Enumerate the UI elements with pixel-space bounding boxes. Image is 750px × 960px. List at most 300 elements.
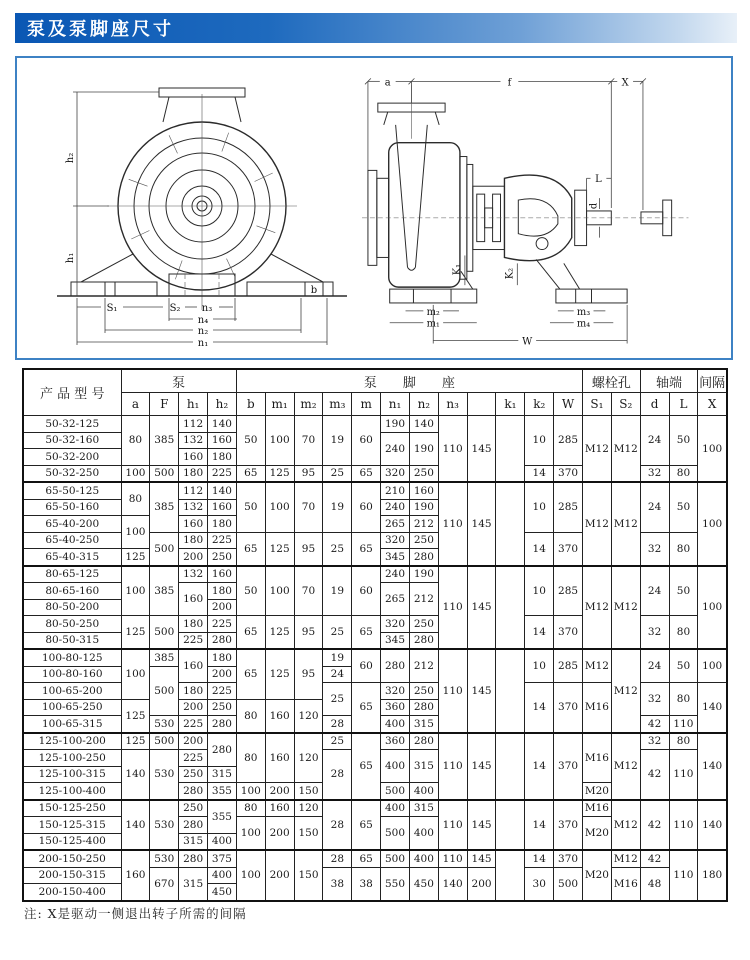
model-cell: 150-125-315 (23, 817, 121, 834)
value-cell: 145 (467, 649, 496, 733)
value-cell: 110 (438, 482, 467, 566)
value-cell: 280 (409, 549, 438, 566)
value-cell: 670 (150, 867, 179, 901)
value-cell: 132 (179, 432, 208, 449)
value-cell: 65 (236, 649, 265, 699)
value-cell: 280 (179, 850, 208, 867)
value-cell: 50 (669, 566, 698, 616)
value-cell: 400 (381, 800, 410, 817)
model-cell: 50-32-160 (23, 432, 121, 449)
model-cell: 125-100-400 (23, 783, 121, 800)
value-cell: M12 (583, 649, 612, 683)
value-cell: M12 (611, 566, 640, 650)
value-cell: M12 (583, 482, 612, 566)
value-cell: 265 (381, 583, 410, 616)
model-cell: 65-50-160 (23, 499, 121, 516)
value-cell: M12 (611, 482, 640, 566)
dim-label-m2: m₂ (426, 306, 440, 318)
value-cell: 160 (208, 566, 237, 583)
value-cell: 110 (669, 716, 698, 733)
value-cell: 400 (208, 867, 237, 884)
value-cell: 120 (294, 699, 323, 733)
value-cell: 19 (323, 416, 352, 466)
value-cell: 140 (698, 733, 727, 800)
column-header: h₁ (179, 393, 208, 416)
value-cell: 125 (121, 616, 150, 650)
model-cell: 65-40-200 (23, 516, 121, 533)
column-header: h₂ (208, 393, 237, 416)
value-cell: 400 (208, 833, 237, 850)
value-cell: 112 (179, 416, 208, 433)
value-cell: 145 (467, 416, 496, 483)
value-cell (496, 800, 525, 851)
column-header: n₁ (381, 393, 410, 416)
value-cell: 25 (323, 616, 352, 650)
value-cell: 125 (121, 699, 150, 733)
value-cell: 38 (323, 867, 352, 901)
value-cell: 100 (121, 465, 150, 482)
value-cell: 80 (121, 482, 150, 516)
value-cell: M12 (611, 800, 640, 851)
value-cell: M20 (583, 783, 612, 800)
value-cell: 19 (323, 482, 352, 532)
value-cell: 145 (467, 850, 496, 867)
value-cell: 225 (208, 532, 237, 549)
value-cell: 280 (409, 733, 438, 750)
value-cell: 160 (265, 800, 294, 817)
value-cell: 400 (409, 783, 438, 800)
value-cell: 190 (409, 432, 438, 465)
dim-label-k2: K₂ (504, 267, 516, 280)
dimension-table (22, 368, 728, 902)
value-cell: 500 (150, 532, 179, 566)
value-cell: 500 (554, 867, 583, 901)
value-cell: 10 (525, 649, 554, 683)
dim-label-b: b (310, 285, 318, 296)
value-cell: 110 (438, 566, 467, 650)
dimension-table-body (23, 416, 727, 901)
column-header: F (150, 393, 179, 416)
value-cell: 250 (179, 766, 208, 783)
value-cell: 280 (409, 699, 438, 716)
value-cell: 200 (467, 867, 496, 901)
value-cell: 320 (381, 683, 410, 700)
value-cell: 30 (525, 867, 554, 901)
column-header: X (698, 393, 727, 416)
value-cell: 110 (669, 850, 698, 901)
value-cell: 42 (640, 800, 669, 851)
value-cell: 100 (698, 416, 727, 483)
model-cell: 125-100-200 (23, 733, 121, 750)
column-header: d (640, 393, 669, 416)
value-cell: 65 (352, 850, 381, 867)
value-cell: 110 (438, 733, 467, 800)
value-cell: 132 (179, 566, 208, 583)
value-cell: 140 (208, 416, 237, 433)
value-cell (496, 566, 525, 650)
value-cell: 370 (554, 532, 583, 566)
dim-label-h2: h₂ (65, 152, 76, 164)
value-cell: 500 (150, 465, 179, 482)
value-cell: 48 (640, 867, 669, 901)
dimension-table-header (23, 369, 727, 416)
value-cell: 140 (698, 683, 727, 733)
value-cell: 250 (409, 465, 438, 482)
table-row (23, 850, 727, 867)
value-cell: 160 (179, 516, 208, 533)
value-cell: 500 (150, 666, 179, 716)
value-cell: 225 (179, 716, 208, 733)
page-title: 泵及泵脚座尺寸 (27, 19, 174, 40)
value-cell: 400 (381, 750, 410, 783)
value-cell: M20 (583, 817, 612, 851)
value-cell: 160 (265, 699, 294, 733)
dim-label-k1: K₁ (451, 263, 463, 276)
value-cell: M12 (611, 416, 640, 483)
value-cell (496, 416, 525, 483)
model-cell: 80-65-125 (23, 566, 121, 583)
value-cell: 25 (323, 683, 352, 716)
value-cell: 355 (208, 800, 237, 834)
value-cell: 280 (179, 817, 208, 834)
model-cell: 50-32-200 (23, 449, 121, 466)
model-cell: 50-32-125 (23, 416, 121, 433)
value-cell: 145 (467, 482, 496, 566)
model-cell: 80-50-250 (23, 616, 121, 633)
value-cell: 100 (121, 566, 150, 616)
column-group-header: 产 品 型 号 (23, 369, 121, 416)
value-cell: 450 (208, 884, 237, 901)
value-cell: 145 (467, 800, 496, 851)
value-cell: 212 (409, 583, 438, 616)
model-cell: 100-80-125 (23, 649, 121, 666)
pump-drawing-panel (15, 56, 733, 360)
value-cell: 65 (236, 532, 265, 566)
value-cell: 250 (208, 699, 237, 716)
value-cell: 315 (179, 867, 208, 901)
column-header: m₃ (323, 393, 352, 416)
model-cell: 150-125-250 (23, 800, 121, 817)
value-cell: 70 (294, 566, 323, 616)
value-cell: 315 (179, 833, 208, 850)
model-cell: 150-125-400 (23, 833, 121, 850)
value-cell: 10 (525, 482, 554, 532)
value-cell: 530 (150, 850, 179, 867)
value-cell: 25 (323, 733, 352, 750)
value-cell (496, 733, 525, 800)
value-cell: 19 (323, 566, 352, 616)
value-cell: 180 (179, 616, 208, 633)
value-cell: 265 (381, 516, 410, 533)
value-cell: 60 (352, 649, 381, 683)
model-cell: 80-50-315 (23, 632, 121, 649)
pump-side-view-drawing (362, 58, 731, 354)
value-cell: 100 (698, 649, 727, 683)
value-cell: M12 (583, 416, 612, 483)
table-row (23, 800, 727, 817)
value-cell: 95 (294, 649, 323, 699)
model-cell: 200-150-400 (23, 884, 121, 901)
value-cell: 355 (208, 783, 237, 800)
value-cell: 370 (554, 800, 583, 851)
value-cell: 65 (352, 616, 381, 650)
value-cell: 500 (381, 850, 410, 867)
value-cell: 80 (236, 733, 265, 783)
value-cell: 320 (381, 532, 410, 549)
value-cell: 180 (208, 583, 237, 600)
value-cell: 110 (438, 649, 467, 733)
value-cell: 140 (438, 867, 467, 901)
value-cell: 42 (640, 850, 669, 867)
value-cell: 14 (525, 850, 554, 867)
value-cell: 212 (409, 516, 438, 533)
value-cell: 280 (409, 632, 438, 649)
value-cell: 450 (409, 867, 438, 901)
value-cell: 70 (294, 416, 323, 466)
column-group-header: 泵 (121, 369, 236, 393)
value-cell: 10 (525, 416, 554, 466)
value-cell: 145 (467, 733, 496, 800)
model-cell: 100-65-315 (23, 716, 121, 733)
model-cell: 80-65-160 (23, 583, 121, 600)
value-cell: 240 (381, 566, 410, 583)
value-cell: 180 (208, 649, 237, 666)
value-cell: 160 (179, 449, 208, 466)
value-cell: 120 (294, 733, 323, 783)
value-cell: 360 (381, 733, 410, 750)
value-cell: 14 (525, 616, 554, 650)
value-cell: 140 (121, 750, 150, 800)
value-cell: 385 (150, 482, 179, 532)
value-cell: M20 (583, 850, 612, 901)
table-row (23, 649, 727, 666)
value-cell: 100 (698, 482, 727, 566)
value-cell: 280 (208, 733, 237, 767)
value-cell: 14 (525, 733, 554, 800)
value-cell: 19 (323, 649, 352, 666)
value-cell: 125 (265, 465, 294, 482)
value-cell: 200 (179, 733, 208, 750)
value-cell: 150 (294, 850, 323, 901)
value-cell: 385 (150, 566, 179, 616)
value-cell: 42 (640, 750, 669, 800)
value-cell: 160 (265, 733, 294, 783)
value-cell: 25 (323, 465, 352, 482)
value-cell: 280 (208, 632, 237, 649)
column-header: m (352, 393, 381, 416)
value-cell: 28 (323, 716, 352, 733)
value-cell: 110 (438, 850, 467, 867)
value-cell: 125 (265, 616, 294, 650)
column-header: S₁ (583, 393, 612, 416)
column-group-header: 轴端 (640, 369, 698, 393)
column-header: a (121, 393, 150, 416)
value-cell: 370 (554, 683, 583, 733)
value-cell: 50 (236, 416, 265, 466)
value-cell: 65 (352, 800, 381, 851)
column-header: L (669, 393, 698, 416)
table-row (23, 733, 727, 750)
table-note: 注: X是驱动一侧退出转子所需的间隔 (24, 906, 247, 921)
value-cell: 100 (265, 416, 294, 466)
value-cell: 32 (640, 616, 669, 650)
value-cell: 100 (265, 482, 294, 532)
value-cell: M12 (583, 566, 612, 650)
value-cell: 200 (265, 850, 294, 901)
value-cell: 24 (640, 566, 669, 616)
value-cell: 140 (208, 482, 237, 499)
value-cell: 32 (640, 733, 669, 750)
value-cell: 65 (352, 465, 381, 482)
value-cell: 530 (150, 750, 179, 800)
value-cell: 80 (669, 733, 698, 750)
dim-label-w: W (522, 336, 533, 348)
dim-label-h1: h₁ (65, 252, 76, 264)
value-cell: 530 (150, 800, 179, 851)
value-cell: 385 (150, 416, 179, 466)
value-cell: 42 (640, 716, 669, 733)
dim-label-a: a (384, 77, 391, 89)
model-cell: 200-150-315 (23, 867, 121, 884)
dim-label-m3: m₃ (576, 306, 591, 318)
dim-label-m1: m₁ (426, 318, 440, 330)
value-cell: 250 (409, 683, 438, 700)
value-cell: 50 (236, 566, 265, 616)
value-cell: 385 (150, 649, 179, 666)
value-cell: 200 (179, 549, 208, 566)
value-cell: 65 (236, 465, 265, 482)
value-cell: 28 (323, 750, 352, 800)
value-cell (496, 850, 525, 901)
value-cell: 370 (554, 465, 583, 482)
value-cell: 225 (208, 683, 237, 700)
column-group-header: 螺栓孔 (583, 369, 641, 393)
value-cell: 180 (179, 532, 208, 549)
value-cell: 150 (294, 783, 323, 800)
table-row (23, 416, 727, 433)
value-cell: 250 (409, 532, 438, 549)
value-cell: 100 (121, 516, 150, 549)
value-cell: 345 (381, 632, 410, 649)
value-cell: 125 (265, 532, 294, 566)
value-cell: 110 (669, 800, 698, 851)
value-cell: 500 (150, 616, 179, 650)
value-cell: 25 (323, 532, 352, 566)
value-cell: 530 (150, 716, 179, 733)
dim-label-n1: n₁ (197, 338, 209, 349)
value-cell: 10 (525, 566, 554, 616)
value-cell: 500 (381, 817, 410, 851)
model-cell: 80-50-200 (23, 599, 121, 616)
model-cell: 65-50-125 (23, 482, 121, 499)
value-cell: 190 (381, 416, 410, 433)
dim-label-n2: n₂ (197, 326, 209, 337)
value-cell: M16 (583, 800, 612, 817)
value-cell: M16 (583, 733, 612, 783)
value-cell: 315 (409, 750, 438, 783)
value-cell: 280 (208, 716, 237, 733)
value-cell: 370 (554, 733, 583, 800)
value-cell: 140 (698, 800, 727, 851)
value-cell: 240 (381, 499, 410, 516)
value-cell: 100 (121, 649, 150, 699)
value-cell: 190 (409, 499, 438, 516)
title-bar (15, 13, 737, 43)
value-cell: 14 (525, 465, 554, 482)
dim-label-s2: S₂ (169, 303, 181, 314)
value-cell: 375 (208, 850, 237, 867)
value-cell: 250 (409, 616, 438, 633)
value-cell: 80 (236, 800, 265, 817)
value-cell: 315 (409, 800, 438, 817)
value-cell: 32 (640, 465, 669, 482)
value-cell: M16 (611, 867, 640, 901)
value-cell: 315 (409, 716, 438, 733)
value-cell: 14 (525, 800, 554, 851)
dim-label-n4: n₄ (197, 315, 209, 326)
value-cell: 210 (381, 482, 410, 499)
value-cell: 212 (409, 649, 438, 683)
value-cell: 100 (236, 850, 265, 901)
value-cell: 180 (698, 850, 727, 901)
value-cell: 345 (381, 549, 410, 566)
value-cell: 95 (294, 465, 323, 482)
value-cell: 50 (669, 649, 698, 683)
value-cell: 80 (236, 699, 265, 733)
value-cell: 225 (208, 465, 237, 482)
value-cell: 160 (179, 649, 208, 683)
value-cell: 125 (121, 549, 150, 566)
value-cell: 132 (179, 499, 208, 516)
value-cell: M12 (611, 850, 640, 867)
value-cell: 65 (236, 616, 265, 650)
value-cell: 70 (294, 482, 323, 532)
value-cell: 24 (640, 649, 669, 683)
value-cell: 24 (640, 482, 669, 532)
value-cell (496, 482, 525, 566)
value-cell: 65 (352, 683, 381, 733)
model-cell: 65-40-315 (23, 549, 121, 566)
value-cell: 100 (236, 817, 265, 851)
value-cell: 112 (179, 482, 208, 499)
value-cell: 80 (669, 683, 698, 716)
model-cell: 125-100-315 (23, 766, 121, 783)
value-cell: 550 (381, 867, 410, 901)
value-cell: 160 (179, 583, 208, 616)
value-cell: 50 (236, 482, 265, 532)
value-cell: 150 (294, 817, 323, 851)
value-cell: 190 (409, 566, 438, 583)
column-header: k₂ (525, 393, 554, 416)
value-cell: 100 (265, 566, 294, 616)
value-cell: 320 (381, 465, 410, 482)
column-header: n₂ (409, 393, 438, 416)
model-cell: 100-80-160 (23, 666, 121, 683)
value-cell: 180 (208, 449, 237, 466)
value-cell: 80 (669, 616, 698, 650)
table-row (23, 482, 727, 499)
value-cell: 280 (381, 649, 410, 683)
value-cell: 24 (323, 666, 352, 683)
value-cell: 110 (438, 800, 467, 851)
value-cell: 125 (121, 733, 150, 750)
value-cell: 250 (179, 800, 208, 817)
value-cell: 285 (554, 649, 583, 683)
value-cell: 65 (352, 532, 381, 566)
column-header: m₁ (265, 393, 294, 416)
column-header (467, 393, 496, 416)
value-cell: 285 (554, 482, 583, 532)
